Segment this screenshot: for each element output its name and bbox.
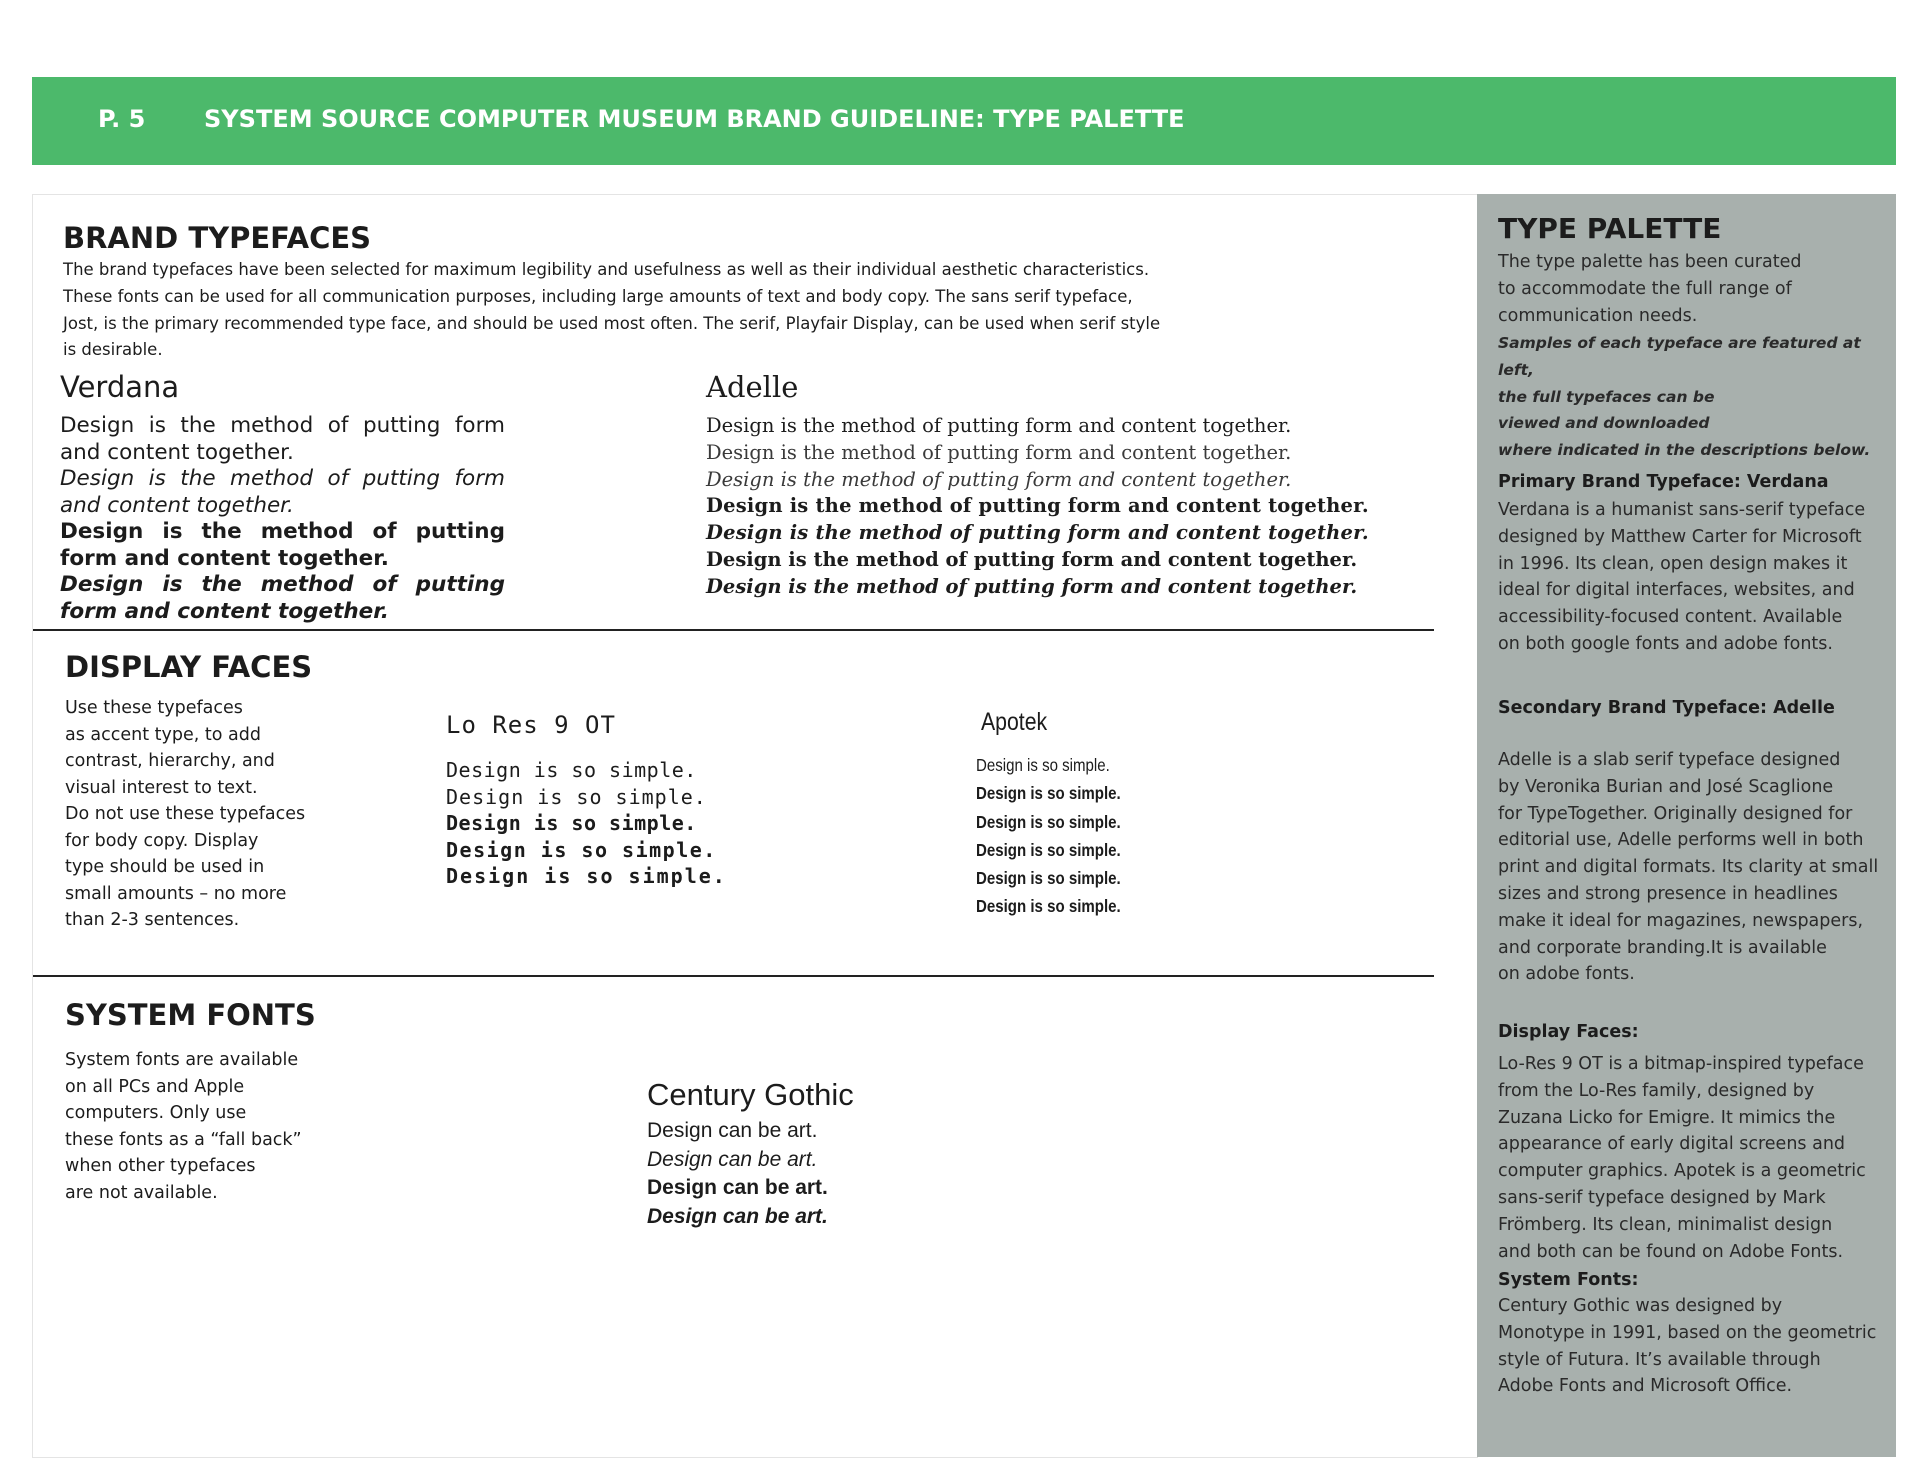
display-faces-heading: DISPLAY FACES [65,650,313,684]
adelle-sample-semibold-italic: Design is the method of putting form and content together. [706,521,1369,545]
lores-sample-1: Design is so simple. [446,758,697,782]
lores-samples [446,757,727,890]
brand-typefaces-heading: BRAND TYPEFACES [63,221,372,255]
century-sample-regular: Design can be art. [647,1119,818,1142]
verdana-sample-bold: Design is the method of putting form and content together. [60,519,505,571]
apotek-samples [976,751,1121,921]
sidebar-note: Samples of each typeface are featured at left, the full typefaces can be viewed and downloaded where indicated in the descriptions below. [1498,334,1871,460]
lores-sample-5: Design is so simple. [446,864,727,888]
apotek-sample-3: Design is so simple. [976,811,1121,832]
adelle-sample-bold: Design is the method of putting form and content together. [706,547,1358,571]
apotek-sample-1: Design is so simple. [976,755,1110,775]
adelle-sample-light-italic: Design is the method of putting form and content together. [706,467,1292,491]
display-faces-description: Use these typefaces as accent type, to add contrast, hierarchy, and visual interest to text. Do not use these typefaces for body copy. Display type should be used in small amounts – no more than 2-3 sentences. [65,698,306,930]
verdana-sample-italic: Design is the method of putting form and content together. [60,466,505,518]
display-faces-title: Display Faces: [1498,1022,1639,1042]
system-fonts-description: System fonts are available on all PCs and Apple computers. Only use these fonts as a “fall back” when other typefaces are not available. [65,1050,302,1203]
adelle-sample-bold-italic: Design is the method of putting form and content together. [706,574,1358,598]
verdana-sample-regular: Design is the method of putting form and content together. [60,413,505,465]
secondary-typeface-title: Secondary Brand Typeface: Adelle [1498,698,1835,718]
apotek-font-name: Apotek [981,708,1048,736]
display-faces-text: Lo-Res 9 OT is a bitmap-inspired typeface from the Lo-Res family, designed by Zuzana Licko for Emigre. It mimics the appearance of early digital screens and computer graphics. Apotek is a geometric sans-serif typeface designed by Mark Frömberg. Its clean, minimalist design and both can be found on Adobe Fonts. [1498,1054,1866,1262]
lores-sample-3: Design is so simple. [446,811,697,835]
section-divider [33,629,1434,631]
verdana-samples [60,413,505,625]
primary-typeface-text: Verdana is a humanist sans-serif typeface designed by Matthew Carter for Microsoft in 1996. Its clean, open design makes it ideal for digital interfaces, websites, and accessibility-focused content. Available on both google fonts and adobe fonts. [1498,500,1866,654]
system-fonts-heading: SYSTEM FONTS [65,998,316,1032]
lores-sample-4: Design is so simple. [446,837,717,862]
main-content [32,194,1478,1458]
apotek-sample-5: Design is so simple. [976,868,1121,889]
verdana-font-name: Verdana [60,370,180,404]
century-gothic-samples [647,1117,828,1231]
apotek-sample-2: Design is so simple. [976,783,1121,804]
century-sample-bold: Design can be art. [647,1176,828,1199]
lores-sample-2: Design is so simple. [446,784,707,809]
type-palette-sidebar [1477,194,1896,1457]
lores-font-name: Lo Res 9 OT [446,711,616,739]
adelle-sample-semibold: Design is the method of putting form and content together. [706,494,1369,518]
primary-typeface-title: Primary Brand Typeface: Verdana [1498,472,1829,492]
century-sample-bold-italic: Design can be art. [647,1204,828,1228]
secondary-typeface-text: Adelle is a slab serif typeface designed by Veronika Burian and José Scaglione for TypeTogether. Originally designed for editorial use, Adelle performs well in both print and digital formats. Its clarity at small sizes and strong presence in headlines make it ideal for magazines, newspapers, and corporate branding.It is available on adobe fonts. [1498,750,1879,985]
verdana-sample-bold-italic: Design is the method of putting form and content together. [60,572,505,624]
brand-typefaces-intro: The brand typefaces have been selected for maximum legibility and usefulness as well as their individual aesthetic characteristics. These fonts can be used for all communication purposes, including large amounts of text and body copy. The sans serif typeface, Jost, is the primary recommended type face, and should be used most often. The serif, Playfair Display, can be used when serif style is desirable. [63,260,1161,360]
adelle-sample-regular: Design is the method of putting form and content together. [706,414,1292,437]
sidebar-heading: TYPE PALETTE [1498,212,1722,245]
century-sample-italic: Design can be art. [647,1147,818,1171]
adelle-samples [706,413,1426,601]
page-number: P. 5 [98,105,146,133]
section-divider [33,975,1434,977]
system-fonts-text: Century Gothic was designed by Monotype in 1991, based on the geometric style of Futura. It’s available through Adobe Fonts and Microsoft Office. [1498,1296,1877,1397]
system-fonts-title: System Fonts: [1498,1270,1639,1290]
page-title: SYSTEM SOURCE COMPUTER MUSEUM BRAND GUIDELINE: TYPE PALETTE [204,105,1185,133]
apotek-sample-6: Design is so simple. [976,896,1121,917]
adelle-font-name: Adelle [706,370,799,404]
page-header [32,77,1896,165]
adelle-sample-light: Design is the method of putting form and content together. [706,440,1292,464]
sidebar-intro: The type palette has been curated to accommodate the full range of communication needs. [1498,252,1802,326]
apotek-sample-4: Design is so simple. [976,839,1121,860]
century-gothic-font-name: Century Gothic [647,1077,854,1112]
